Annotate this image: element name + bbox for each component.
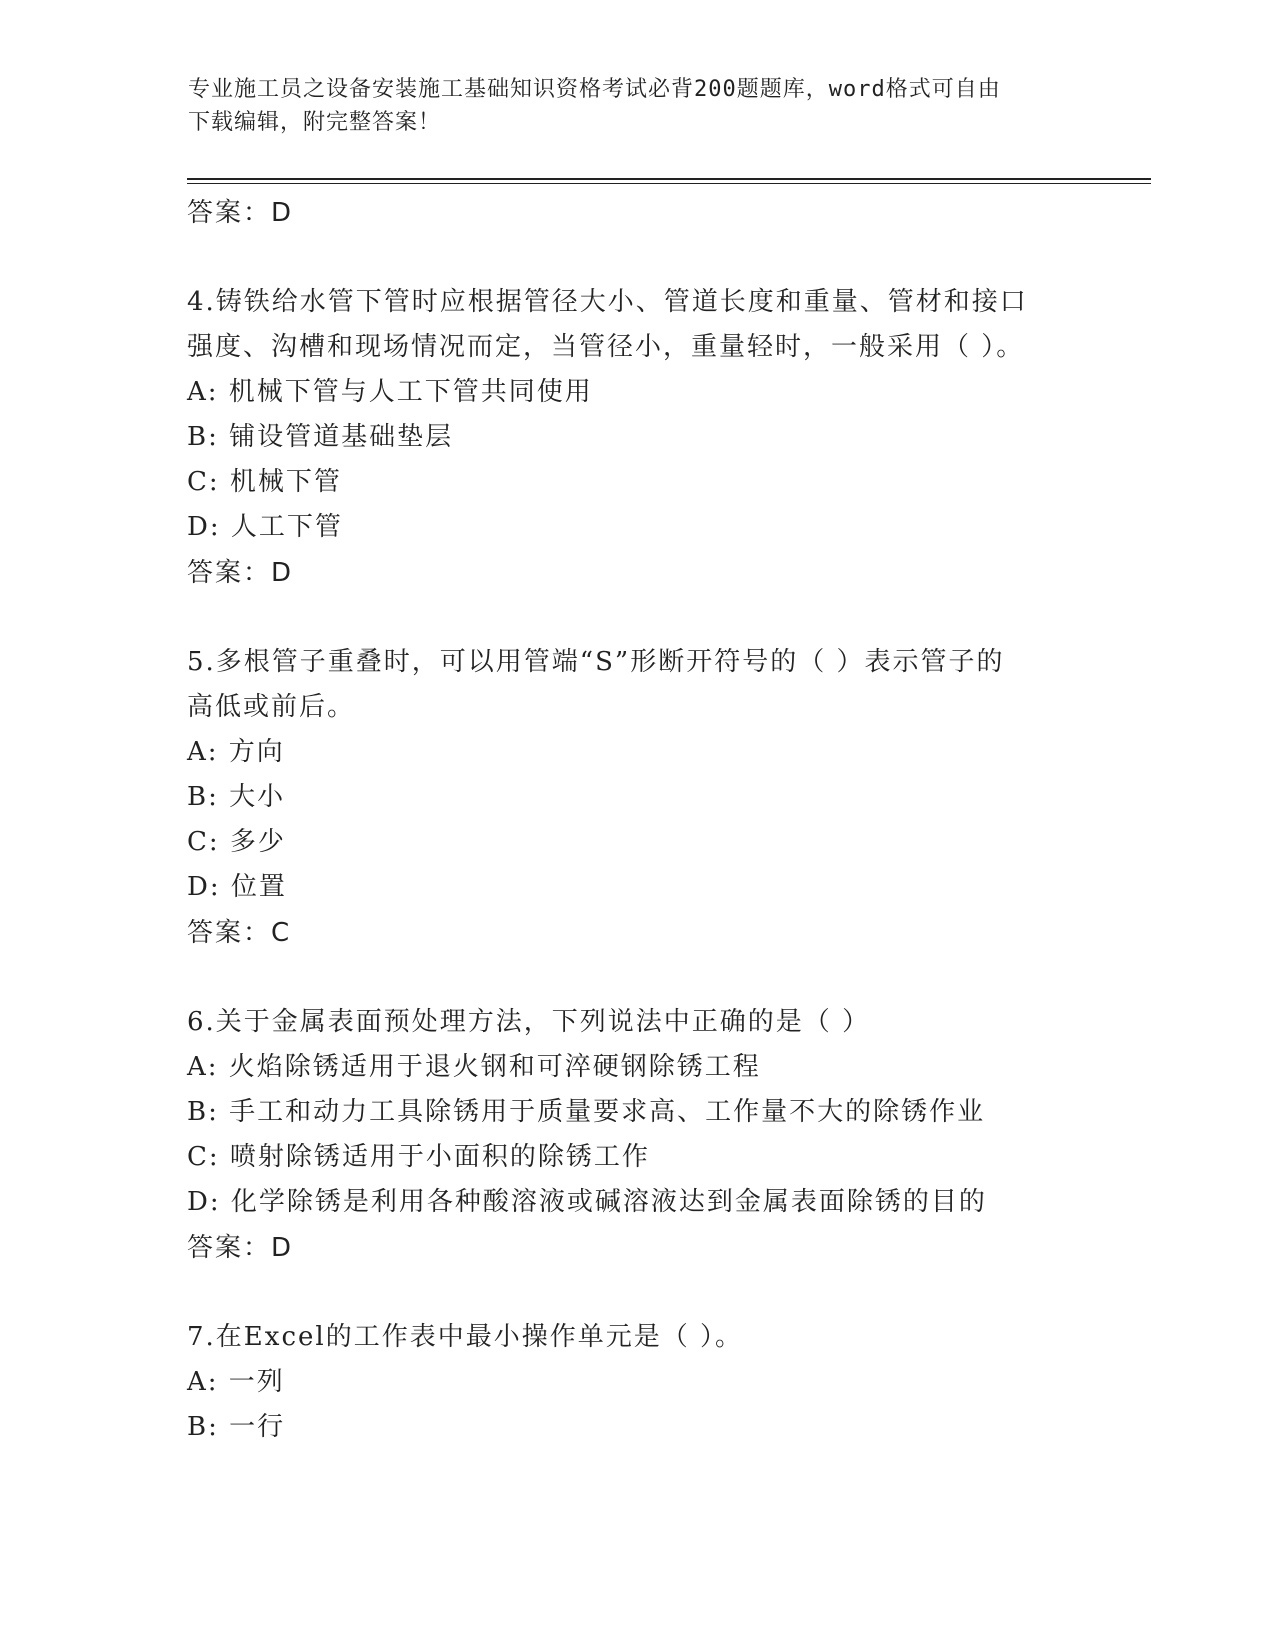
option-a: A: 火焰除锈适用于退火钢和可淬硬钢除锈工程 bbox=[187, 1052, 761, 1082]
option-a: A: 一列 bbox=[187, 1367, 285, 1397]
option-c: C: 机械下管 bbox=[187, 467, 342, 497]
option-c: C: 多少 bbox=[187, 827, 286, 857]
header-line-2: 下载编辑，附完整答案！ bbox=[188, 110, 442, 135]
answer-line: 答案：D bbox=[187, 198, 294, 228]
option-b: B: 大小 bbox=[187, 782, 286, 812]
option-a: A: 机械下管与人工下管共同使用 bbox=[187, 377, 593, 407]
header-rule-thin bbox=[187, 183, 1151, 184]
option-b: B: 手工和动力工具除锈用于质量要求高、工作量不大的除锈作业 bbox=[187, 1097, 986, 1127]
option-a: A: 方向 bbox=[187, 737, 285, 767]
question-stem: 6.关于金属表面预处理方法，下列说法中正确的是（ ） bbox=[187, 1007, 871, 1037]
option-c: C: 喷射除锈适用于小面积的除锈工作 bbox=[187, 1142, 650, 1172]
question-block bbox=[187, 1000, 1087, 1271]
header-line-1: 专业施工员之设备安装施工基础知识资格考试必背200题题库，word格式可自由 bbox=[188, 77, 1001, 102]
answer-line: 答案：D bbox=[187, 558, 294, 588]
option-d: D: 位置 bbox=[187, 872, 287, 902]
question-list bbox=[187, 190, 1087, 1450]
answer-line: 答案：D bbox=[187, 1233, 294, 1263]
question-stem: 5.多根管子重叠时，可以用管端“S”形断开符号的（ ）表示管子的 高低或前后。 bbox=[187, 647, 1005, 722]
question-block bbox=[187, 640, 1087, 956]
option-d: D: 化学除锈是利用各种酸溶液或碱溶液达到金属表面除锈的目的 bbox=[187, 1187, 987, 1217]
option-b: B: 一行 bbox=[187, 1412, 286, 1442]
header-rule-thick bbox=[187, 178, 1151, 180]
document-header bbox=[188, 73, 1068, 139]
option-b: B: 铺设管道基础垫层 bbox=[187, 422, 454, 452]
option-d: D: 人工下管 bbox=[187, 512, 343, 542]
answer-line: 答案：C bbox=[187, 918, 292, 948]
question-block bbox=[187, 280, 1087, 596]
question-block bbox=[187, 1315, 1087, 1450]
question-stem: 4.铸铁给水管下管时应根据管径大小、管道长度和重量、管材和接口 强度、沟槽和现场情况而定，当管径小，重量轻时，一般采用（ ）。 bbox=[187, 287, 1028, 362]
question-stem: 7.在Excel的工作表中最小操作单元是（ ）。 bbox=[187, 1322, 743, 1352]
